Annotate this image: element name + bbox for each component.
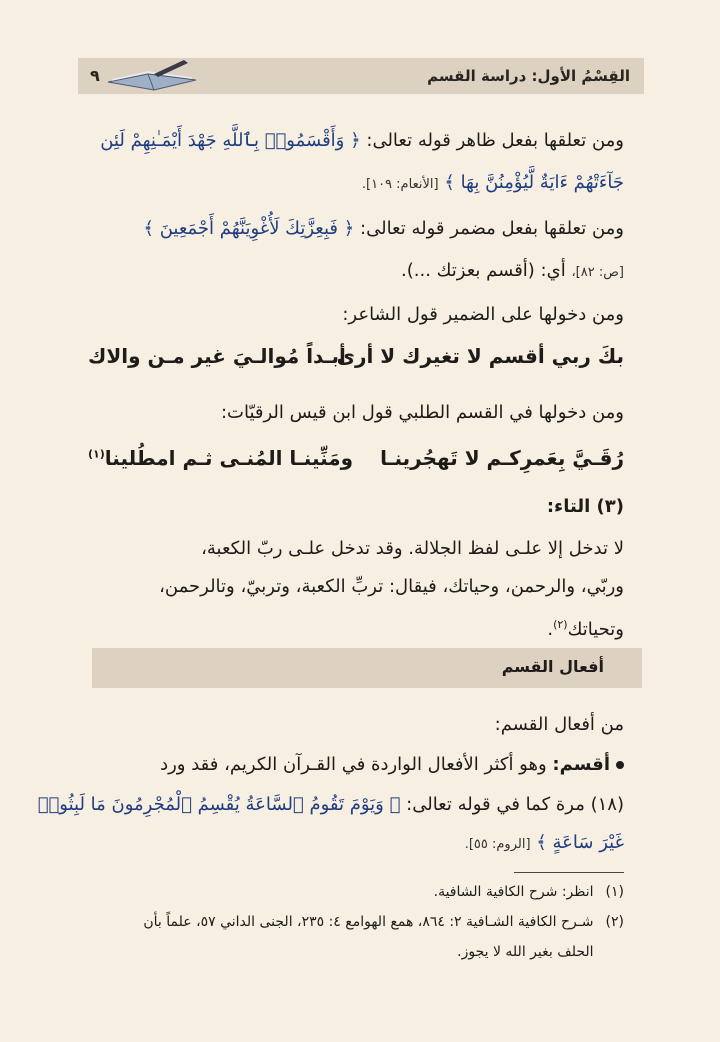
running-header [78, 58, 644, 94]
footnote-divider [514, 872, 624, 873]
paragraph-1-line-2 [88, 170, 624, 198]
surah-reference: [ص: ٨٢]، [571, 265, 624, 280]
paragraph-4-intro: ومن دخولها في القسم الطلبي قول ابن قيس الرقيّات: [220, 402, 624, 423]
quran-verse-rum-2: غَيْرَ سَاعَةٍ ﴾ [536, 832, 624, 853]
paragraph-1-line-1 [88, 128, 624, 154]
taa-line-3-text: وتحياتك [567, 619, 624, 640]
quran-verse-rum-1: ﴿ وَيَوْمَ تَقُومُ ٱلسَّاعَةُ يُقْسِمُ ٱلْمُجْرِمُونَ مَا لَبِثُوا۟ [37, 794, 401, 815]
footnote-1-number: (١) [605, 884, 624, 900]
taa-line-3-end: . [547, 619, 554, 640]
poetry-verse-1 [88, 344, 624, 376]
page-number: ٩ [90, 66, 100, 85]
footnote-ref-2: (٢) [553, 618, 568, 631]
verbs-intro: من أفعال القسم: [494, 714, 624, 735]
bullet-icon [616, 761, 624, 769]
paragraph-2-explanation: أي: (أقسم بعزتك ...). [401, 260, 566, 281]
footnote-ref-1: (١) [88, 447, 105, 461]
surah-reference: [الأنعام: ١٠٩]. [361, 177, 439, 192]
taa-heading: (٣) التاء: [546, 496, 624, 517]
footnote-2-continued-text: الحلف بغير الله لا يجوز. [457, 944, 594, 960]
open-book-icon [104, 54, 200, 94]
taa-line-1: لا تدخل إلا علـى لفظ الجلالة. وقد تدخل علـى ربّ الكعبة، [201, 538, 624, 559]
surah-reference: [الروم: ٥٥]. [464, 837, 531, 852]
paragraph-3-intro: ومن دخولها على الضمير قول الشاعر: [342, 304, 624, 325]
paragraph-1-intro: ومن تعلقها بفعل ظاهر قوله تعالى: [366, 130, 624, 151]
quran-verse-anam-1: ﴿ وَأَقْسَمُوا۟ بِٱللَّهِ جَهْدَ أَيْمَـٰنِهِمْ لَئِن [100, 130, 361, 151]
paragraph-2-line-2 [88, 258, 624, 286]
footnote-1-text: انظر: شرح الكافية الشافية. [433, 884, 594, 900]
verbs-line-1 [88, 752, 624, 778]
footnote-2-text: شـرح الكافية الشـافية ٢: ٨٦٤، همع الهوامع ٤: ٢٣٥، الجنى الداني ٥٧، علماً بأن [143, 914, 594, 930]
taa-line-3 [88, 612, 624, 643]
verbs-line-3 [88, 830, 624, 858]
verse-1-first-hemistich: بكَ ربي أقسم لا تغيرك لا أرى [336, 344, 624, 368]
verse-2-second-hemistich [88, 446, 353, 470]
section-heading-band [92, 648, 642, 688]
paragraph-2-intro: ومن تعلقها بفعل مضمر قوله تعالى: [360, 218, 624, 239]
verbs-line-2 [37, 792, 624, 818]
quran-verse-sad: ﴿ فَبِعِزَّتِكَ لَأُغْوِيَنَّهُمْ أَجْمَعِينَ ﴾ [143, 218, 355, 239]
verb-term: أقسم: [552, 754, 610, 775]
verse-2-first-hemistich: رُقَـيَّ بِعَمرِكـم لا تَهجُرينـا [380, 446, 624, 470]
verbs-line-2-intro: (١٨) مرة كما في قوله تعالى: [406, 794, 624, 815]
section-title: أفعال القسم [501, 657, 604, 676]
quran-verse-anam-2: جَآءَتْهُمْ ءَايَةٌ لَّيُؤْمِنُنَّ بِهَا ﴾ [444, 172, 624, 193]
verb-description: وهو أكثر الأفعال الواردة في القـرآن الكريم، فقد ورد [160, 754, 547, 775]
poetry-verse-2 [88, 446, 624, 478]
verse-1-second-hemistich: أبـداً مُوالـيَ غير مـن والاك [88, 344, 346, 368]
footnote-2-number: (٢) [605, 914, 624, 930]
taa-line-2: وربّي، والرحمن، وحياتك، فيقال: تربِّ الكعبة، وتربيّ، وتالرحمن، [159, 576, 624, 597]
footnote-2 [88, 914, 624, 930]
verse-2-second-hemistich-text: ومَنِّينـا المُنـى ثـم امطُلينا [104, 446, 354, 470]
header-title: القِسْمُ الأول: دراسة القسم [427, 67, 630, 85]
footnote-1 [88, 884, 624, 900]
footnote-2-continued [88, 944, 624, 960]
paragraph-2-line-1 [88, 216, 624, 242]
